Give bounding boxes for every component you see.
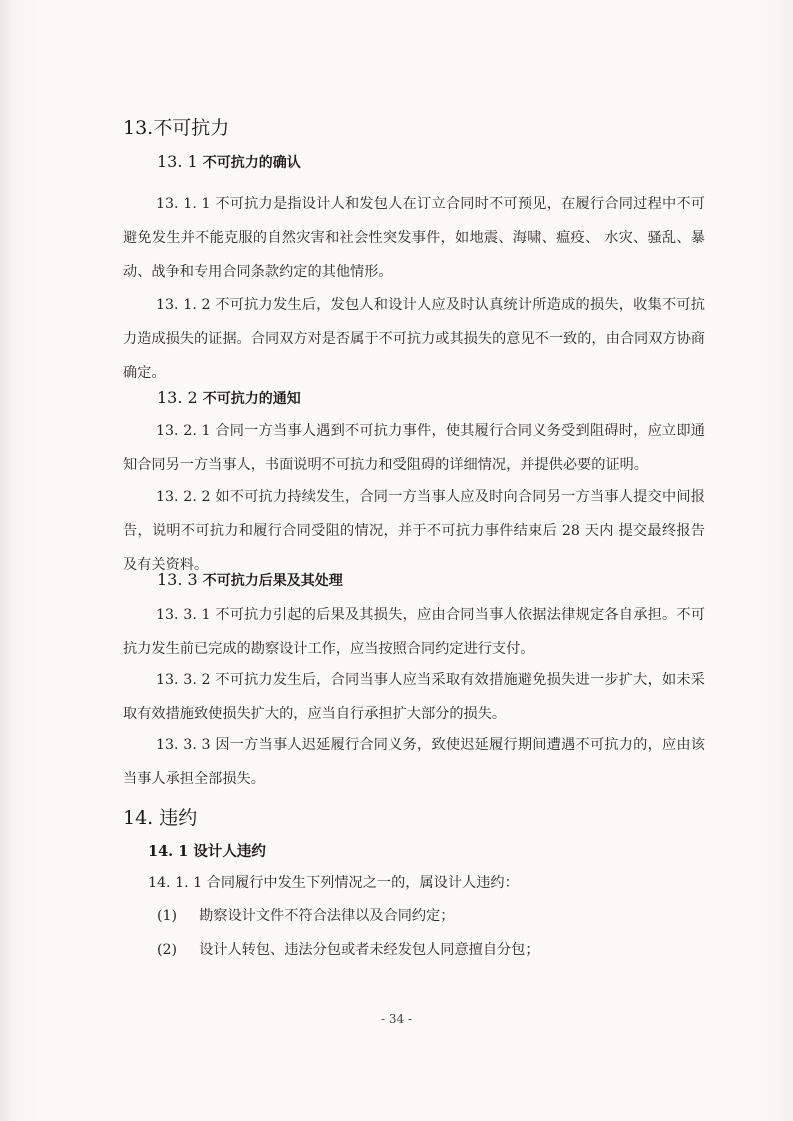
list-item xyxy=(157,939,540,959)
list-item-number: (2) xyxy=(157,942,178,958)
page-number: - 34 - xyxy=(380,1012,412,1026)
paragraph-13-1-2: 13. 1. 2 不可抗力发生后，发包人和设计人应及时认真统计所造成的损失，收集不可抗力造成损失的证据。合同双方对是否属于不可抗力或其损失的意见不一致的，由合同双方协商确定。 xyxy=(123,297,705,381)
paragraph-14-1-1: 14. 1. 1 合同履行中发生下列情况之一的，属设计人违约： xyxy=(148,875,519,891)
section-13-1-number: 13. 1 xyxy=(157,152,203,171)
list-item-text: 设计人转包、违法分包或者未经发包人同意擅自分包； xyxy=(199,942,540,958)
list-item xyxy=(157,905,455,925)
section-14-heading: 14. 违约 xyxy=(123,807,198,829)
section-14-1-heading xyxy=(148,840,266,861)
list-item-text: 勘察设计文件不符合法律以及合同约定； xyxy=(199,908,455,924)
section-13-1-title: 不可抗力的确认 xyxy=(202,155,301,171)
section-13-2-title: 不可抗力的通知 xyxy=(202,391,301,407)
paragraph-13-3-1: 13. 3. 1 不可抗力引起的后果及其损失，应由合同当事人依据法律规定各自承担。不可抗力发生前已完成的勘察设计工作，应当按照合同约定进行支付。 xyxy=(123,607,705,657)
section-13-3-number: 13. 3 xyxy=(157,570,203,589)
section-13-3-title: 不可抗力后果及其处理 xyxy=(202,573,343,589)
paragraph-13-2-2: 13. 2. 2 如不可抗力持续发生，合同一方当事人应及时向合同另一方当事人提交中间报告，说明不可抗力和履行合同受阻的情况，并于不可抗力事件结束后 28 天内 提交最终报告及有关资料。 xyxy=(123,489,705,573)
section-13-3-heading xyxy=(157,570,343,590)
section-13-2-number: 13. 2 xyxy=(157,388,203,407)
section-14-1-title: 14. 1 设计人违约 xyxy=(148,843,266,860)
paragraph-13-2-1: 13. 2. 1 合同一方当事人遇到不可抗力事件，使其履行合同义务受到阻碍时，应立即通知合同另一方当事人，书面说明不可抗力和受阻碍的详细情况，并提供必要的证明。 xyxy=(123,423,705,473)
section-13-2-heading xyxy=(157,388,301,408)
section-13-1-heading xyxy=(157,152,301,172)
paragraph-13-3-2: 13. 3. 2 不可抗力发生后，合同当事人应当采取有效措施避免损失进一步扩大，如未采取有效措施致使损失扩大的，应当自行承担扩大部分的损失。 xyxy=(123,672,705,722)
paragraph-13-3-3: 13. 3. 3 因一方当事人迟延履行合同义务，致使迟延履行期间遭遇不可抗力的，应由该当事人承担全部损失。 xyxy=(123,737,705,787)
paragraph-13-1-1: 13. 1. 1 不可抗力是指设计人和发包人在订立合同时不可预见，在履行合同过程中不可避免发生并不能克服的自然灾害和社会性突发事件，如地震、海啸、瘟疫、 水灾、骚乱、暴动、战争和专用合同条款约定的其他情形。 xyxy=(123,196,705,280)
list-item-number: (1) xyxy=(157,908,178,924)
section-13-heading: 13.不可抗力 xyxy=(123,117,230,139)
